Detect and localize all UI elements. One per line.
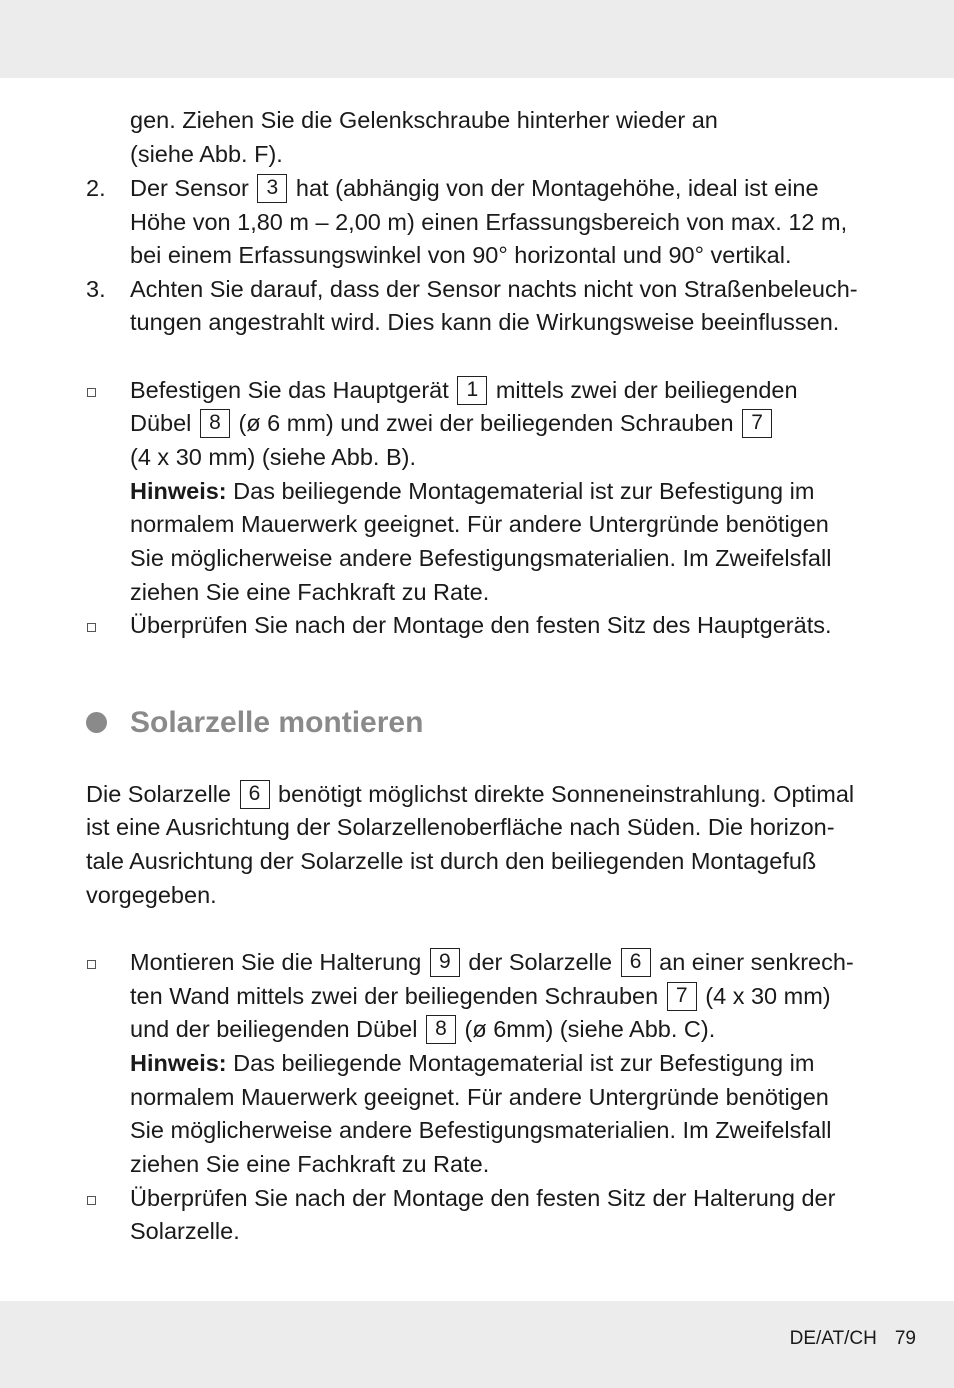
paragraph-text: ist eine Ausrichtung der Solarzellenoberfläche nach Süden. Die horizon- bbox=[86, 814, 835, 840]
hint-text: Sie möglicherweise andere Befestigungsmaterialien. Im Zweifelsfall bbox=[130, 1117, 832, 1143]
reference-number: 6 bbox=[240, 780, 270, 809]
reference-number: 1 bbox=[457, 376, 487, 405]
hint-label: Hinweis: bbox=[130, 1050, 227, 1076]
list-item-text: Der Sensor 3 hat (abhängig von der Montagehöhe, ideal ist eine bbox=[130, 175, 819, 201]
hint-text: Hinweis: Das beiliegende Montagematerial ist zur Befestigung im bbox=[130, 478, 815, 504]
checkbox-bullet-icon bbox=[87, 960, 96, 969]
paragraph-text: Die Solarzelle 6 benötigt möglichst direkte Sonneneinstrahlung. Optimal bbox=[86, 781, 855, 807]
footer-region: DE/AT/CH bbox=[789, 1328, 877, 1349]
instruction-text: Dübel 8 (ø 6 mm) und zwei der beiliegenden Schrauben 7 bbox=[130, 406, 774, 440]
hint-text: ziehen Sie eine Fachkraft zu Rate. bbox=[130, 579, 490, 605]
header-band bbox=[0, 0, 954, 78]
list-item-text: Höhe von 1,80 m – 2,00 m) einen Erfassungsbereich von max. 12 m, bbox=[130, 209, 848, 235]
instruction-text: Überprüfen Sie nach der Montage den festen Sitz des Hauptgeräts. bbox=[130, 612, 832, 638]
list-item-text: tungen angestrahlt wird. Dies kann die Wirkungsweise beeinflussen. bbox=[130, 309, 840, 335]
page-footer bbox=[790, 1328, 916, 1350]
list-number: 3. bbox=[86, 276, 106, 302]
paragraph-text: vorgegeben. bbox=[86, 882, 217, 908]
instruction-text: und der beiliegenden Dübel 8 (ø 6mm) (siehe Abb. C). bbox=[130, 1016, 716, 1042]
hint-text: Sie möglicherweise andere Befestigungsmaterialien. Im Zweifelsfall bbox=[130, 545, 832, 571]
section-bullet-icon bbox=[86, 712, 107, 733]
list-item-continuation: (siehe Abb. F). bbox=[130, 141, 283, 167]
hint-label: Hinweis: bbox=[130, 478, 227, 504]
list-number: 2. bbox=[86, 175, 106, 201]
reference-number: 7 bbox=[667, 982, 697, 1011]
instruction-text: ten Wand mittels zwei der beiliegenden Schrauben 7 (4 x 30 mm) bbox=[130, 983, 831, 1009]
list-item-continuation: gen. Ziehen Sie die Gelenkschraube hinterher wieder an bbox=[130, 107, 718, 133]
hint-text: ziehen Sie eine Fachkraft zu Rate. bbox=[130, 1151, 490, 1177]
hint-text: normalem Mauerwerk geeignet. Für andere Untergründe benötigen bbox=[130, 1084, 829, 1110]
reference-number: 6 bbox=[621, 948, 651, 977]
reference-number: 7 bbox=[742, 409, 772, 438]
reference-number: 3 bbox=[257, 174, 287, 203]
reference-number: 8 bbox=[426, 1015, 456, 1044]
instruction-text: Montieren Sie die Halterung 9 der Solarzelle 6 an einer senkrech- bbox=[130, 949, 854, 975]
list-item-text: bei einem Erfassungswinkel von 90° horizontal und 90° vertikal. bbox=[130, 242, 792, 268]
checkbox-bullet-icon bbox=[87, 623, 96, 632]
checkbox-bullet-icon bbox=[87, 1196, 96, 1205]
instruction-text: Befestigen Sie das Hauptgerät 1 mittels zwei der beiliegenden bbox=[130, 377, 798, 403]
paragraph-text: tale Ausrichtung der Solarzelle ist durch den beiliegenden Montagefuß bbox=[86, 848, 817, 874]
section-heading: Solarzelle montieren bbox=[130, 706, 424, 739]
instruction-text: (4 x 30 mm) (siehe Abb. B). bbox=[130, 444, 417, 470]
checkbox-bullet-icon bbox=[87, 388, 96, 397]
hint-text: normalem Mauerwerk geeignet. Für andere Untergründe benötigen bbox=[130, 511, 829, 537]
instruction-text: Solarzelle. bbox=[130, 1218, 240, 1244]
reference-number: 8 bbox=[200, 409, 230, 438]
hint-text: Hinweis: Das beiliegende Montagematerial ist zur Befestigung im bbox=[130, 1050, 815, 1076]
reference-number: 9 bbox=[430, 948, 460, 977]
list-item-text: Achten Sie darauf, dass der Sensor nachts nicht von Straßenbeleuch- bbox=[130, 276, 858, 302]
instruction-text: Überprüfen Sie nach der Montage den festen Sitz der Halterung der bbox=[130, 1185, 836, 1211]
page-number: 79 bbox=[894, 1328, 916, 1349]
